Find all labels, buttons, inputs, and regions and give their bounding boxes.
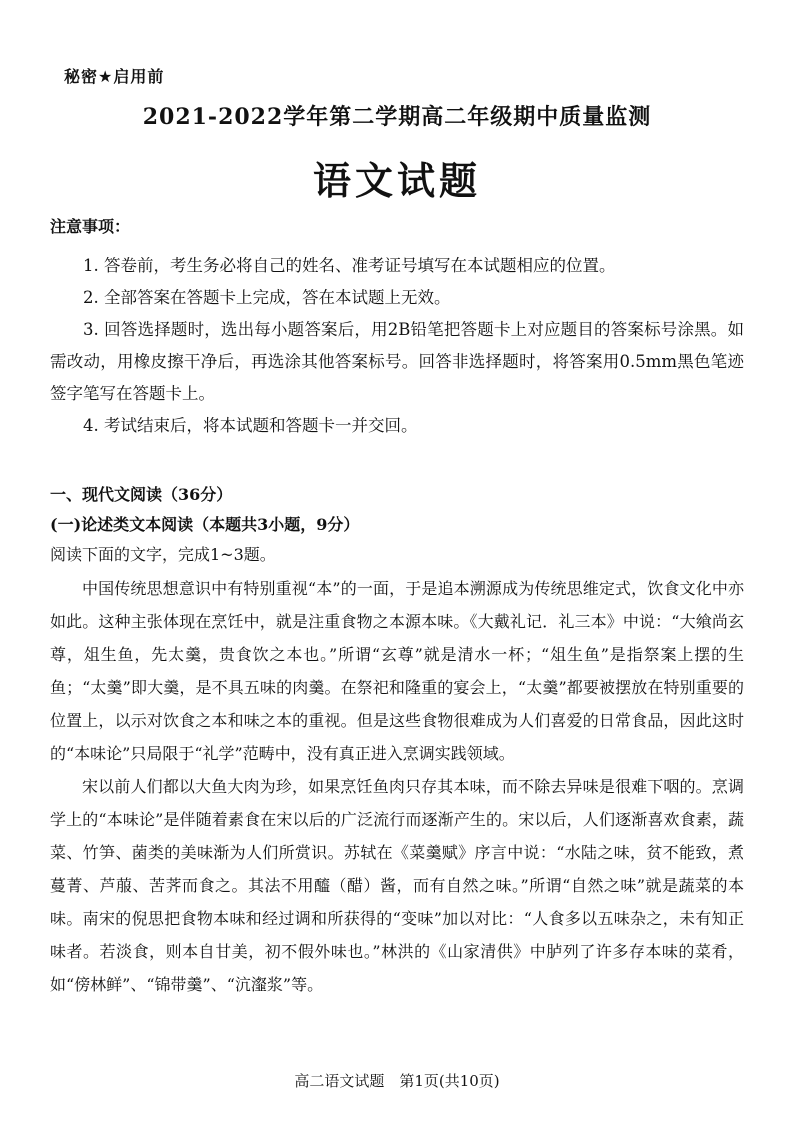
notes-heading: 注意事项： <box>50 217 131 236</box>
passage-paragraph-1: 中国传统思想意识中有特别重视“本”的一面，于是追本溯源成为传统思维定式，饮食文化中亦如此。这种主张体现在烹饪中，就是注重食物之本源本味。《大戴礼记．礼三本》中说：“大飨尚玄尊，俎生鱼，先太羹，贵食饮之本也。”所谓“玄尊”就是清水一杯；“俎生鱼”是指祭案上摆的生鱼；“太羹”即大羹，是不具五味的肉羹。在祭祀和隆重的宴会上，“太羹”都要被摆放在特别重要的位置上，以示对饮食之本和味之本的重视。但是这些食物很难成为人们喜爱的日常食品，因此这时的“本味论”只局限于“礼学”范畴中，没有真正进入烹调实践领域。 <box>50 579 744 763</box>
subject-title: 语文试题 <box>312 159 481 203</box>
note-item-4: 4. 考试结束后，将本试题和答题卡一并交回。 <box>83 416 418 435</box>
note-item-2: 2. 全部答案在答题卡上完成，答在本试题上无效。 <box>83 288 451 307</box>
passage-paragraph-2: 宋以前人们都以大鱼大肉为珍，如果烹饪鱼肉只存其本味，而不除去异味是很难下咽的。烹调学上的“本味论”是伴随着素食在宋以后的广泛流行而逐渐产生的。宋以后，人们逐渐喜欢食素，蔬菜、竹笋、菌类的美味渐为人们所赏识。苏轼在《菜羹赋》序言中说：“水陆之味，贫不能致，煮蔓菁、芦菔、苦荠而食之。其法不用醯（醋）酱，而有自然之味。”所谓“自然之味”就是蔬菜的本味。南宋的倪思把食物本味和经过调和所获得的“变味”加以对比：“人食多以五味杂之，未有知正味者。若淡食，则本自甘美，初不假外味也。”林洪的《山家清供》中胪列了许多存本味的菜肴，如“傍林鲜”、“锦带羹”、“沆瀣浆”等。 <box>50 777 744 994</box>
subsection-heading: (一)论述类文本阅读（本题共3小题，9分） <box>50 515 360 534</box>
secret-label: 秘密★启用前 <box>64 67 165 86</box>
notes-list <box>50 250 744 442</box>
section-heading: 一、现代文阅读（36分） <box>50 485 233 504</box>
reading-passage <box>50 572 744 1001</box>
note-item-3: 3. 回答选择题时，选出每小题答案后，用2B铅笔把答题卡上对应题目的答案标号涂黑。如需改动，用橡皮擦干净后，再选涂其他答案标号。回答非选择题时，将答案用0.5mm黑色笔迹签字笔写在答题卡上。 <box>50 320 744 403</box>
note-item-1: 1. 答卷前，考生务必将自己的姓名、准考证号填写在本试题相应的位置。 <box>83 256 616 275</box>
exam-title: 2021-2022学年第二学期高二年级期中质量监测 <box>142 104 652 130</box>
reading-instruction: 阅读下面的文字，完成1~3题。 <box>50 545 276 564</box>
page-footer: 高二语文试题 第1页(共10页) <box>294 1072 500 1090</box>
